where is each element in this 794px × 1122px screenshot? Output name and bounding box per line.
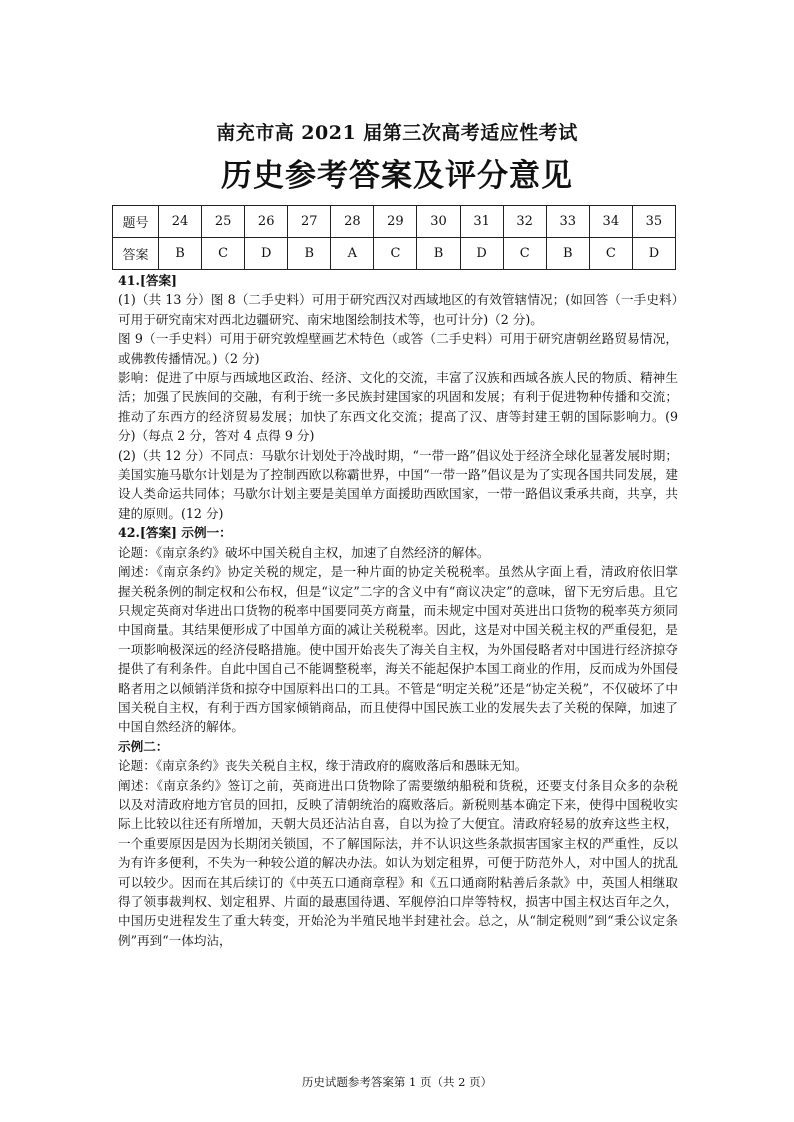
exam-title: 南充市高 2021 届第三次高考适应性考试 [216, 122, 578, 144]
question-number: 27 [288, 206, 331, 238]
answer-table [112, 205, 676, 270]
question-number: 26 [245, 206, 288, 238]
question-number: 25 [202, 206, 245, 238]
answer-cell: D [632, 238, 675, 270]
q41-part1-paragraph-2: 图 9（一手史料）可用于研究敦煌壁画艺术特色（或答（二手史料）可用于研究唐朝丝路贸易情况，或佛教传播情况。)（2 分) [118, 331, 678, 366]
table-row-answers [113, 238, 676, 270]
document-title: 历史参考答案及评分意见 [221, 158, 573, 194]
q41-influence-paragraph: 影响：促进了中原与西域地区政治、经济、文化的交流，丰富了汉族和西域各族人民的物质、精神生活；加强了民族间的交融，有利于统一多民族封建国家的巩固和发展；有利于促进物种传播和交流；推动了东西方的经济贸易发展；加快了东西文化交流；提高了汉、唐等封建王朝的国际影响力。(9 分)（每点 2 分，答对 4 点得 9 分) [118, 370, 678, 444]
question-number: 33 [546, 206, 589, 238]
q42-example1-thesis: 论题：《南京条约》破坏中国关税自主权，加速了自然经济的解体。 [118, 544, 490, 560]
answer-cell: C [589, 238, 632, 270]
question-number: 28 [331, 206, 374, 238]
question-number: 31 [460, 206, 503, 238]
question-number: 24 [159, 206, 202, 238]
answer-cell: C [202, 238, 245, 270]
question-number: 30 [417, 206, 460, 238]
row-label-answer: 答案 [113, 238, 159, 270]
question-number: 29 [374, 206, 417, 238]
answer-cell: B [546, 238, 589, 270]
page-footer: 历史试题参考答案第 1 页（共 2 页） [301, 1075, 493, 1089]
question-number: 35 [632, 206, 675, 238]
answer-cell: D [460, 238, 503, 270]
question-number: 32 [503, 206, 546, 238]
q41-heading: 41.[答案] [118, 273, 178, 288]
q42-example2-thesis: 论题：《南京条约》丧失关税自主权，缘于清政府的腐败落后和愚昧无知。 [118, 758, 528, 774]
answer-cell: B [159, 238, 202, 270]
answer-content [118, 271, 678, 950]
q42-example1-body: 阐述：《南京条约》协定关税的规定，是一种片面的协定关税税率。虽然从字面上看，清政府依旧掌握关税条例的制定权和公布权，但是“议定”二字的含义中有“商议决定”的意味，留下无穷后患。且它只规定英商对华进出口货物的税率中国要同英方商量，而未规定中国对英进出口货物的税率英方须同中国商量。其结果便形成了中国单方面的减让关税税率。因此，这是对中国关税主权的严重侵犯，是一项影响极深远的经济侵略措施。使中国开始丧失了海关自主权，为外国侵略者对中国进行经济掠夺提供了有利条件。自此中国自己不能调整税率，海关不能起保护本国工商业的作用，反而成为外国侵略者用之以倾销洋货和掠夺中国原料出口的工具。不管是“明定关税”还是“协定关税”，不仅破坏了中国关税自主权，有利于西方国家倾销商品，而且使得中国民族工业的发展失去了关税的保障，加速了中国自然经济的解体。 [118, 564, 678, 735]
q41-part2-paragraph: (2)（共 12 分）不同点：马歇尔计划处于冷战时期，“一带一路”倡议处于经济全球化显著发展时期；美国实施马歇尔计划是为了控制西欧以称霸世界，中国“一带一路”倡议是为了实现各国共同发展，建设人类命运共同体；马歇尔计划主要是美国单方面援助西欧国家，一带一路倡议秉承共商，共享，共建的原则。(12 分) [118, 447, 678, 521]
table-row-questions [113, 206, 676, 238]
q41-part1-paragraph: (1)（共 13 分）图 8（二手史料）可用于研究西汉对西域地区的有效管辖情况；(如回答（一手史料）可用于研究南宋对西北边疆研究、南宋地图绘制技术等，也可计分)（2 分)。 [118, 292, 678, 327]
answer-cell: C [503, 238, 546, 270]
q42-example2-heading: 示例二： [118, 738, 169, 754]
answer-cell: B [417, 238, 460, 270]
answer-cell: A [331, 238, 374, 270]
row-label-question: 题号 [113, 206, 159, 238]
q42-heading: 42.[答案] 示例一： [118, 525, 232, 541]
answer-cell: D [245, 238, 288, 270]
answer-cell: C [374, 238, 417, 270]
q42-example2-body: 阐述：《南京条约》签订之前，英商进出口货物除了需要缴纳船税和货税，还要支付条目众多的杂税以及对清政府地方官员的回扣，反映了清朝统治的腐败落后。新税则基本确定下来，使得中国税收实际上比较以往还有所增加，天朝大员还沾沾自喜，自以为捡了大便宜。清政府轻易的放弃这些主权，一个重要原因是因为长期闭关锁国，不了解国际法，并不认识这些条款损害国家主权的严重性，反以为有许多便利，不失为一种较公道的解决办法。如认为划定租界，可便于防范外人，对中国人的扰乱可以较少。因而在其后续订的《中英五口通商章程》和《五口通商附粘善后条款》中，英国人相继取得了领事裁判权、划定租界、片面的最惠国待遇、军舰停泊口岸等特权，损害中国主权达百年之久，中国历史进程发生了重大转变，开始沦为半殖民地半封建社会。总之，从“制定税则”到“秉公议定条例”再到“一体均沾， [118, 777, 678, 948]
question-number: 34 [589, 206, 632, 238]
answer-cell: B [288, 238, 331, 270]
